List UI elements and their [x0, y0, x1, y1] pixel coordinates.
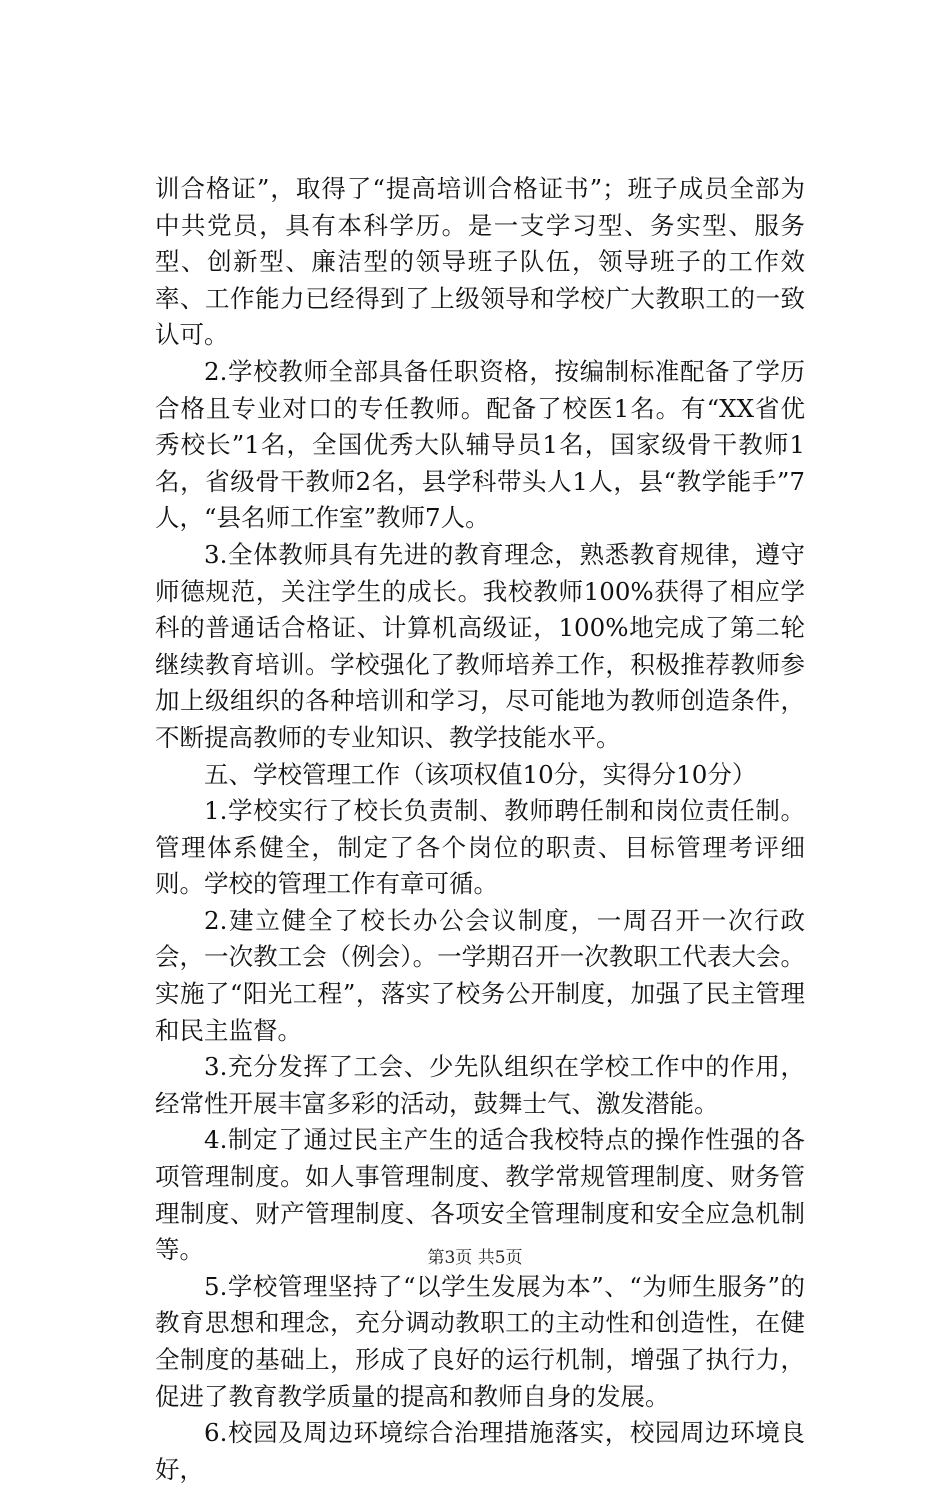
paragraph-3: 3.全体教师具有先进的教育理念，熟悉教育规律，遵守师德规范，关注学生的成长。我校教师100%获得了相应学科的普通话合格证、计算机高级证，100%地完成了第二轮继续教育培训。学校强化了教师培养工作，积极推荐教师参加上级组织的各种培训和学习，尽可能地为教师创造条件，不断提高教师的专业知识、教学技能水平。	[155, 539, 805, 752]
paragraph-9: 5.学校管理坚持了“以学生发展为本”、“为师生服务”的教育思想和理念，充分调动教职工的主动性和创造性，在健全制度的基础上，形成了良好的运行机制，增强了执行力，促进了教育教学质量的提高和教师自身的发展。	[155, 1271, 805, 1411]
paragraph-1: 训合格证”，取得了“提高培训合格证书”；班子成员全部为中共党员，具有本科学历。是一支学习型、务实型、服务型、创新型、廉洁型的领导班子队伍，领导班子的工作效率、工作能力已经得到了上级领导和学校广大教职工的一致认可。	[155, 174, 805, 350]
paragraph-2: 2.学校教师全部具备任职资格，按编制标准配备了学历合格且专业对口的专任教师。配备了校医1名。有“XX省优秀校长”1名，全国优秀大队辅导员1名，国家级骨干教师1名，省级骨干教师2名，县学科带头人1人，县“教学能手”7人，“县名师工作室”教师7人。	[155, 356, 805, 533]
page-number-footer: 第3页 共5页	[427, 1248, 523, 1268]
paragraph-6: 2.建立健全了校长办公会议制度，一周召开一次行政会，一次教工会（例会）。一学期召开一次教职工代表大会。实施了“阳光工程”，落实了校务公开制度，加强了民主管理和民主监督。	[155, 905, 805, 1045]
paragraph-10: 6.校园及周边环境综合治理措施落实，校园周边环境良好，	[155, 1418, 805, 1484]
paragraph-7: 3.充分发挥了工会、少先队组织在学校工作中的作用，经常性开展丰富多彩的活动，鼓舞士气、激发潜能。	[155, 1052, 805, 1118]
section-heading-school-management: 五、学校管理工作（该项权值10分，实得分10分）	[204, 759, 757, 789]
paragraph-8: 4.制定了通过民主产生的适合我校特点的操作性强的各项管理制度。如人事管理制度、教学常规管理制度、财务管理制度、财产管理制度、各项安全管理制度和安全应急机制等。	[155, 1125, 805, 1265]
document-body	[155, 171, 805, 1488]
paragraph-5: 1.学校实行了校长负责制、教师聘任制和岗位责任制。管理体系健全，制定了各个岗位的职责、目标管理考评细则。学校的管理工作有章可循。	[155, 796, 805, 899]
